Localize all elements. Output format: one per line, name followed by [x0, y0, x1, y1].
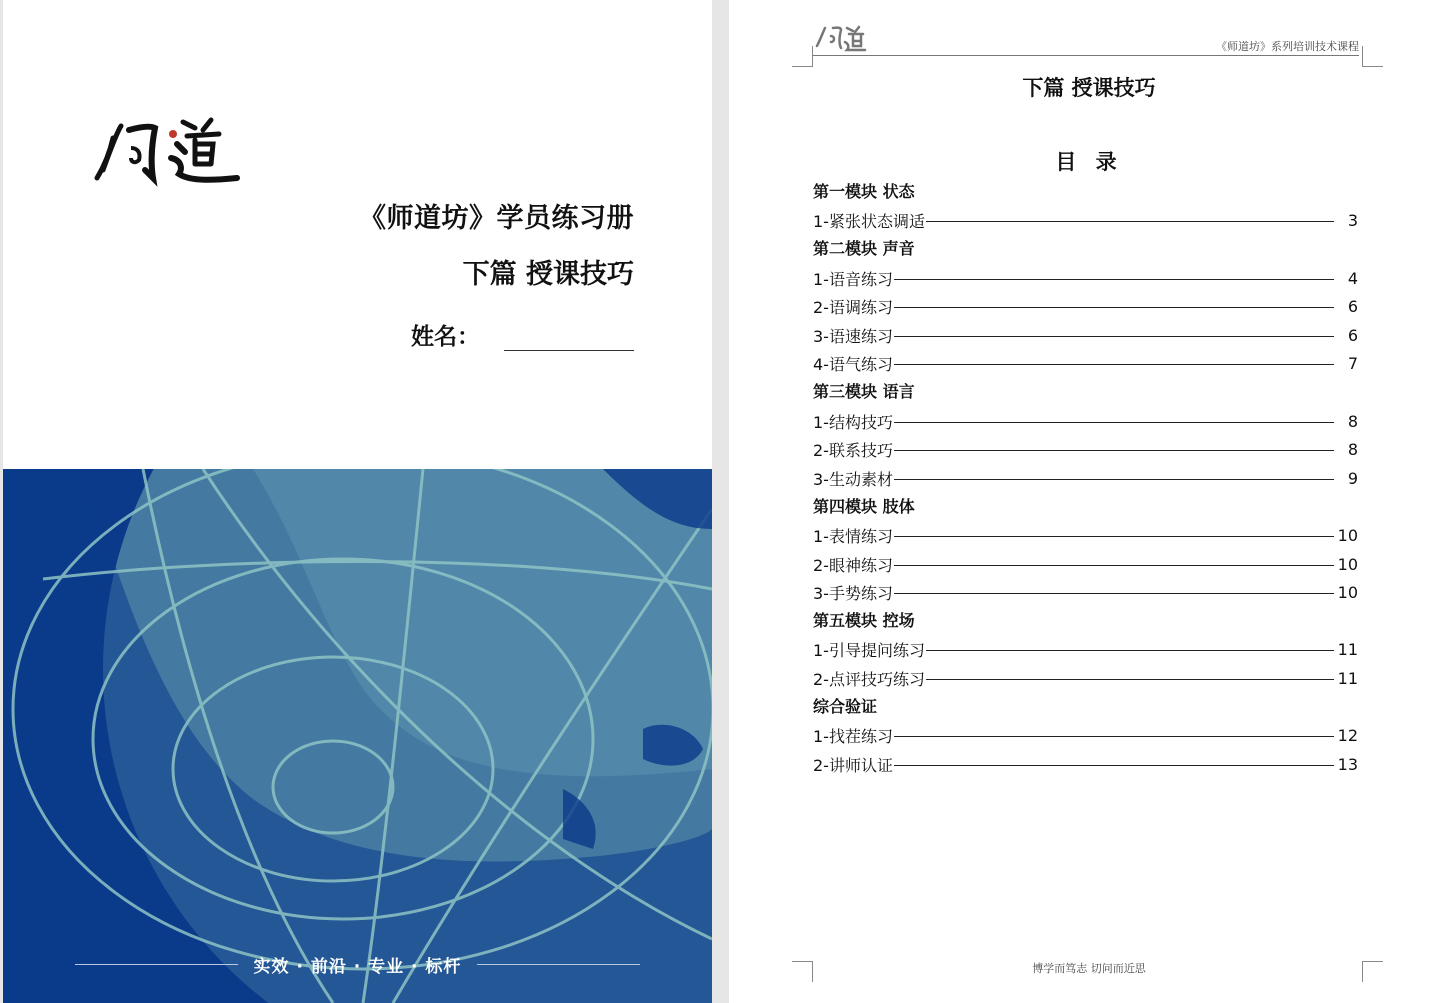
- part-heading: 下篇 授课技巧: [1022, 76, 1156, 100]
- toc-leader-line: [894, 364, 1334, 365]
- header-series-title: 《师道坊》系列培训技术课程: [1216, 40, 1359, 53]
- toc-entry-label: 4-语气练习: [813, 355, 893, 375]
- toc-list: [813, 178, 1358, 778]
- toc-entry-label: 1-表情练习: [813, 526, 893, 546]
- toc-entry[interactable]: [813, 578, 1358, 607]
- toc-section-title: 第二模块 声音: [813, 239, 915, 259]
- toc-leader-line: [894, 307, 1334, 308]
- name-field-row: [411, 318, 634, 351]
- toc-entry[interactable]: [813, 350, 1358, 379]
- toc-entry-label: 1-语音练习: [813, 269, 893, 289]
- toc-leader-line: [894, 479, 1334, 480]
- toc-section-title: 综合验证: [813, 696, 878, 716]
- toc-entry[interactable]: [813, 264, 1358, 293]
- toc-entry[interactable]: [813, 521, 1358, 550]
- toc-entry-label: 1-结构技巧: [813, 412, 893, 432]
- header-rule: [813, 55, 1359, 56]
- corner-mark-top-right: [1362, 46, 1383, 67]
- toc-entry-label: 2-讲师认证: [813, 755, 893, 775]
- wendao-logo: [91, 108, 241, 188]
- toc-entry[interactable]: [813, 407, 1358, 436]
- toc-entry[interactable]: [813, 750, 1358, 779]
- toc-entry[interactable]: [813, 550, 1358, 579]
- slogan-right-rule: [477, 964, 640, 965]
- globe-illustration: [3, 469, 712, 1003]
- name-input-line[interactable]: [504, 324, 634, 351]
- toc-entry[interactable]: [813, 664, 1358, 693]
- toc-leader-line: [894, 593, 1334, 594]
- toc-title: 目 录: [1055, 150, 1123, 174]
- toc-leader-line: [926, 650, 1334, 651]
- header-logo: [813, 22, 867, 52]
- toc-entry[interactable]: [813, 435, 1358, 464]
- cover-page: [3, 0, 712, 1003]
- toc-entry[interactable]: [813, 636, 1358, 665]
- toc-entry-label: 1-引导提问练习: [813, 641, 925, 661]
- toc-page-number: 9: [1347, 468, 1358, 488]
- toc-page-number: 7: [1347, 354, 1358, 374]
- toc-entry-label: 3-语速练习: [813, 326, 893, 346]
- toc-section-title: 第三模块 语言: [813, 382, 915, 402]
- toc-entry[interactable]: [813, 721, 1358, 750]
- toc-page-number: 3: [1347, 211, 1358, 231]
- toc-leader-line: [926, 221, 1334, 222]
- toc-entry[interactable]: [813, 207, 1358, 236]
- toc-page-number: 12: [1337, 726, 1358, 746]
- name-label: 姓名：: [411, 324, 480, 350]
- toc-page-number: 10: [1337, 583, 1358, 603]
- toc-leader-line: [894, 765, 1334, 766]
- toc-entry[interactable]: [813, 321, 1358, 350]
- toc-section-title: 第五模块 控场: [813, 610, 915, 630]
- toc-entry-label: 1-找茬练习: [813, 727, 893, 747]
- toc-leader-line: [926, 679, 1334, 680]
- toc-entry-label: 2-眼神练习: [813, 555, 893, 575]
- toc-leader-line: [894, 336, 1334, 337]
- toc-page-number: 11: [1337, 668, 1358, 688]
- toc-entry-label: 2-语调练习: [813, 298, 893, 318]
- toc-page-number: 8: [1347, 411, 1358, 431]
- workbook-subtitle: 下篇 授课技巧: [462, 259, 634, 290]
- toc-section-title: 第四模块 肢体: [813, 496, 915, 516]
- toc-page-number: 10: [1337, 554, 1358, 574]
- toc-leader-line: [894, 450, 1334, 451]
- toc-section-title: 第一模块 状态: [813, 182, 915, 201]
- toc-entry-label: 3-生动素材: [813, 469, 893, 489]
- toc-page-number: 8: [1347, 440, 1358, 460]
- page-footer: 博学而笃志 切问而近思: [1032, 962, 1146, 975]
- cover-blue-band: [3, 469, 712, 1003]
- cover-slogan: [3, 952, 712, 977]
- toc-leader-line: [894, 279, 1334, 280]
- toc-page-number: 6: [1347, 297, 1358, 317]
- toc-entry-label: 2-点评技巧练习: [813, 669, 925, 689]
- toc-entry-label: 3-手势练习: [813, 584, 893, 604]
- toc-page-number: 10: [1337, 525, 1358, 545]
- toc-leader-line: [894, 536, 1334, 537]
- toc-page-number: 11: [1337, 640, 1358, 660]
- toc-entry[interactable]: [813, 464, 1358, 493]
- toc-entry-label: 1-紧张状态调适: [813, 212, 925, 232]
- workbook-title: 《师道坊》学员练习册: [359, 203, 634, 234]
- toc-leader-line: [894, 736, 1334, 737]
- toc-entry-label: 2-联系技巧: [813, 441, 893, 461]
- toc-page-number: 13: [1337, 754, 1358, 774]
- toc-leader-line: [894, 565, 1334, 566]
- toc-page: [729, 0, 1437, 1003]
- toc-leader-line: [894, 422, 1334, 423]
- toc-page-number: 4: [1347, 268, 1358, 288]
- slogan-text: 实效 · 前沿 · 专业 · 标杆: [253, 957, 462, 977]
- toc-entry[interactable]: [813, 292, 1358, 321]
- toc-page-number: 6: [1347, 325, 1358, 345]
- slogan-left-rule: [75, 964, 238, 965]
- corner-mark-top-left: [792, 46, 813, 67]
